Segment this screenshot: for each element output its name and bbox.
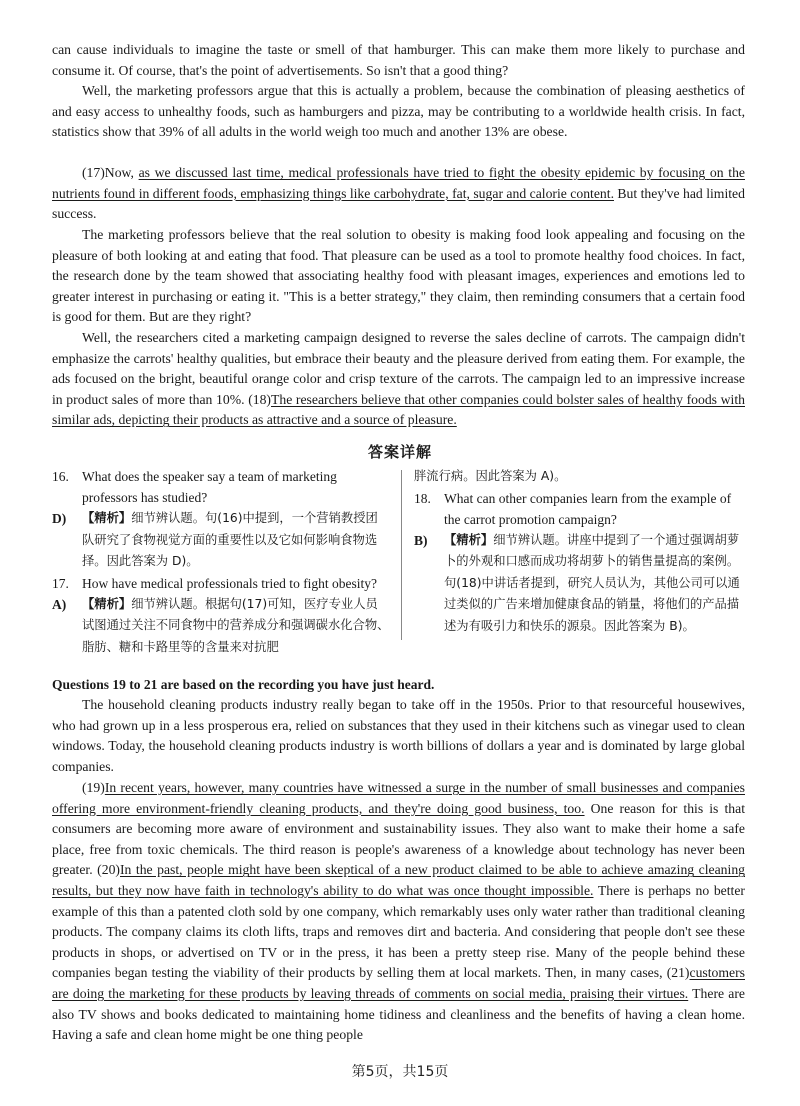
answer-label: B) bbox=[414, 532, 428, 548]
answer-label: D) bbox=[52, 511, 67, 526]
paragraph: can cause individuals to imagine the taste or smell of that hamburger. This can make them more likely to purchase and consume it. Of course, that's the point of advertisements. So isn't that a good thing? bbox=[52, 42, 745, 78]
question-number: 17. bbox=[52, 575, 69, 591]
paragraph-q19-21 bbox=[52, 778, 745, 1046]
question-text: What can other companies learn from the example of the carrot promotion campaign? bbox=[444, 490, 732, 527]
answers-title: 答案详解 bbox=[367, 443, 432, 461]
paragraph: The household cleaning products industry really began to take off in the 1950s. Prior to that resourceful housewives, who had grown up in a less prosperous era, relied on substances that they used in their kitchens such as vinegar used to clean windows. Today, the household cleaning products industry is worth billions of dollars a year and is dominated by large global companies. bbox=[52, 697, 745, 774]
analysis-tag: 【精析】 bbox=[82, 511, 132, 525]
answer-label: A) bbox=[52, 596, 67, 612]
paragraph-text: One reason for this is that consumers are becoming more aware of environment and sustainability issues. They also want to make their home a safe place, free from toxic chemicals. The third reason is people's awareness of a knowledge about technology has never been greater. (20) bbox=[52, 800, 745, 878]
question-17 bbox=[52, 573, 390, 594]
questions-heading: Questions 19 to 21 are based on the recording you have just heard. bbox=[52, 677, 435, 692]
q18-text: Well, the researchers cited a marketing campaign designed to reverse the sales decline of carrots. The campaign didn't emphasize the carrots' healthy qualities, but embrace their beauty and the pleasure derived from eating them. For example, the ads focused on the bright, beautiful orange color and crisp texture of the carrots. The campaign led to an impressive increase in product sales of more than 10%. (18) bbox=[52, 330, 745, 407]
paragraph-text: There are also TV shows and books dedicated to maintaining home tidiness and cleanliness and the benefits of having a clean home. Having a safe and clean home might be one thing people bbox=[52, 985, 745, 1043]
answer-17-continued: 胖流行病。因此答案为 A)。 bbox=[414, 469, 567, 483]
q19-underlined: In recent years, however, many countries have witnessed a surge in the number of small businesses and companies offering more environment-friendly cleaning products, and they're doing good business, too. bbox=[52, 780, 745, 816]
question-18 bbox=[414, 488, 746, 530]
answer-17 bbox=[52, 594, 390, 659]
answers-right-column bbox=[414, 466, 746, 637]
question-text: How have medical professionals tried to fight obesity? bbox=[82, 575, 378, 591]
paragraph-text: There is perhaps no better example of this than a patented cloth sold by one company, which remarkably uses only water rather than traditional cleaning products. The company claims its cloth lifts, traps and removes dirt and bacteria. And considering that people don't see these products in shops, or advertised on TV or in the press, it has been a pretty steep rise. Many of the people behind these companies began testing the viability of their products by selling them at local markets. Then, in many cases, (21) bbox=[52, 882, 745, 981]
analysis-tag: 【精析】 bbox=[82, 596, 132, 611]
paragraph: Well, the marketing professors argue that this is actually a problem, because the combination of pleasing aesthetics of and easy access to unhealthy foods, such as hamburgers and pizza, may be contributing to a worldwide health crisis. In fact, statistics show that 39% of all adults in the world weigh too much and another 13% are obese. bbox=[52, 83, 745, 140]
question-text: What does the speaker say a team of marketing professors has studied? bbox=[82, 469, 337, 505]
analysis-tag: 【精析】 bbox=[444, 532, 494, 547]
q20-underlined: In the past, people might have been skeptical of a new product claimed to be able to achieve amazing cleaning results, but they now have faith in technology's ability to do what was once thought impossible. bbox=[52, 862, 746, 898]
q18-underlined: The researchers believe that other companies could bolster sales of healthy foods with similar ads, depicting their products as attractive and a source of pleasure. bbox=[52, 391, 745, 428]
column-divider bbox=[401, 470, 402, 640]
question-number: 18. bbox=[414, 490, 431, 506]
q17-underlined: as we discussed last time, medical professionals have tried to fight the obesity epidemic by focusing on the nutrients found in different foods, emphasizing things like carbohydrate, fat, sugar and calorie content. bbox=[52, 165, 745, 201]
q19-marker: (19) bbox=[82, 780, 105, 795]
question-number: 16. bbox=[52, 469, 69, 484]
paragraph: The marketing professors believe that the real solution to obesity is making food look appealing and focusing on the pleasure of both looking at and eating that food. That pleasure can be used as a tool to promote healthy food choices. In fact, the research done by the team showed that associating healthy food with pleasant images, experiences and emotions led to greater interest in purchasing or eating it. "This is a better strategy," they claim, then reminding consumers that a certain food is good for them. But are they right? bbox=[52, 227, 745, 325]
answer-16 bbox=[52, 508, 390, 573]
q17-marker: (17)Now, bbox=[82, 165, 139, 180]
answers-left-column bbox=[52, 466, 390, 658]
q21-underlined: customers are doing the marketing for these products by leaving threads of comments on social media, praising their virtues. bbox=[52, 965, 745, 1001]
paragraph-q17 bbox=[52, 163, 745, 225]
analysis-text: 细节辨认题。讲座中提到了一个通过强调胡萝卜的外观和口感而成功将胡萝卜的销售量提高的案例。句(18)中讲话者提到，研究人员认为，其他公司可以通过类似的广告来增加健康食品的销量，将他们的产品描述为有吸引力和快乐的源泉。因此答案为 B)。 bbox=[444, 532, 740, 633]
answer-18 bbox=[414, 530, 746, 638]
analysis-text: 细节辨认题。根据句(17)可知，医疗专业人员试图通过关注不同食物中的营养成分和强调碳水化合物、脂肪、糖和卡路里等的含量来对抗肥 bbox=[82, 596, 390, 654]
analysis-text: 细节辨认题。句(16)中提到，一个营销教授团队研究了食物视觉方面的重要性以及它如何影响食物选择。因此答案为 D)。 bbox=[82, 511, 378, 568]
q17-suffix: But they've had limited success. bbox=[52, 185, 745, 222]
question-16 bbox=[52, 466, 390, 508]
page-footer: 第5页，共15页 bbox=[351, 1064, 449, 1080]
paragraph-q18 bbox=[52, 328, 745, 431]
